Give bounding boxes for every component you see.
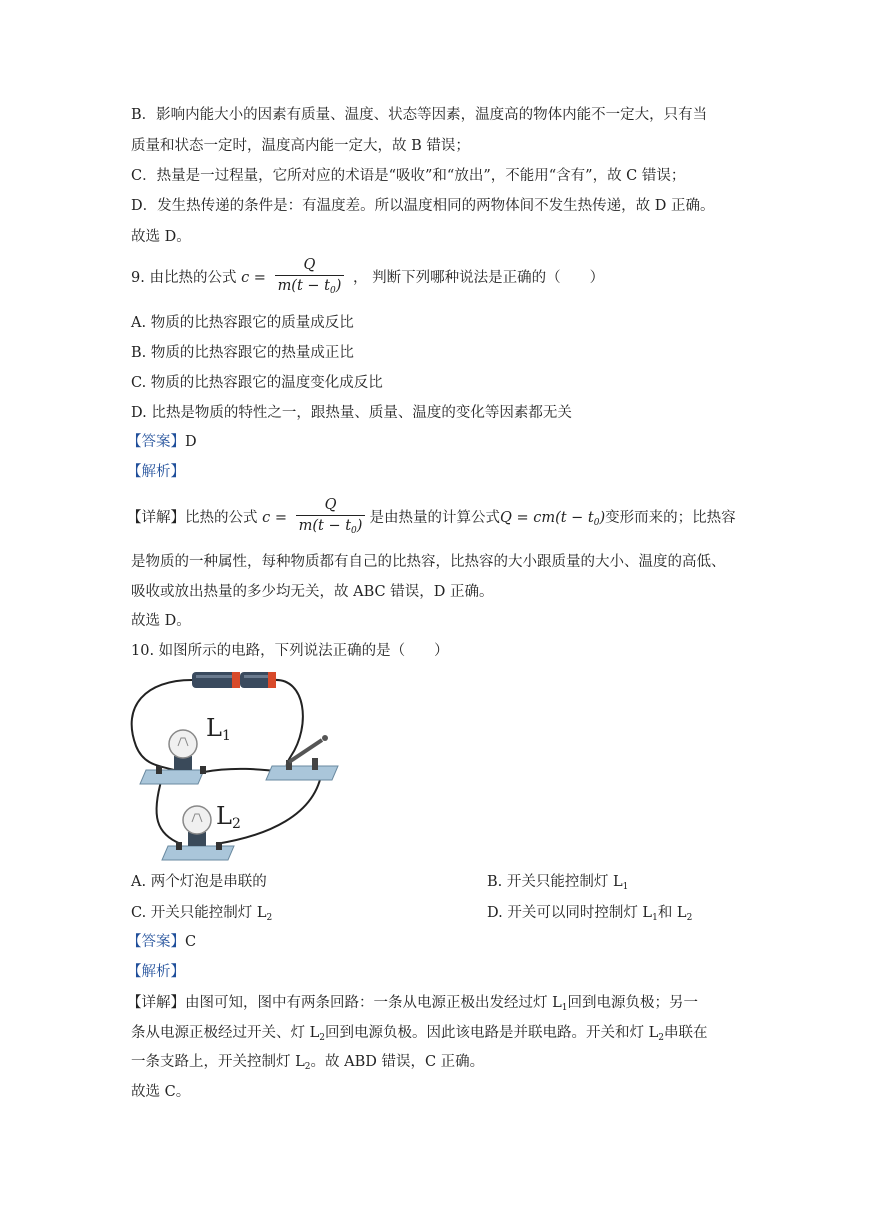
q9-detail-numerator: Q [296,495,366,516]
q9-detail-post: 变形而来的；比热容 [605,510,736,526]
q10-detail-2b: 回到电源负极。因此该电路是并联电路。开关和灯 L [324,1025,659,1041]
switch-icon [266,735,338,780]
q9-detail-tag: 【详解】 [127,510,185,526]
q8-conclusion: 故选 D。 [131,229,191,245]
q10-option-d-text: D. 开关可以同时控制灯 L [487,905,653,921]
bulb1-icon [140,730,206,784]
q9-detail-den-main: m(t − t [298,518,352,534]
label-l2 [216,802,241,832]
q9-option-d: D. 比热是物质的特性之一，跟热量、质量、温度的变化等因素都无关 [131,405,572,421]
q9-detail-line2: 是物质的一种属性，每种物质都有自己的比热容，比热容的大小跟质量的大小、温度的高低、 [131,554,726,570]
q9-den-tail: ) [335,278,342,294]
q8-option-b-line1: B．影响内能大小的因素有质量、温度、状态等因素，温度高的物体内能不一定大，只有当 [131,107,708,123]
label-l1-sub: 1 [221,728,231,744]
q9-detail-formula2-main: Q = cm(t − t [499,510,594,526]
q9-detail-line1 [127,495,736,541]
q9-option-c: C. 物质的比热容跟它的温度变化成反比 [131,375,383,391]
q10-answer-tag: 【答案】 [127,934,185,950]
q9-detail-pre: 比热的公式 [185,510,258,526]
q9-answer [127,432,197,452]
q9-formula-lhs: c = [241,270,266,286]
q9-conclusion: 故选 D。 [131,613,191,629]
q10-detail-1a: 由图可知，图中有两条回路：一条从电源正极出发经过灯 L [185,995,562,1011]
q9-option-a: A. 物质的比热容跟它的质量成反比 [131,315,354,331]
wire-bulb1-to-bulb2 [156,778,181,844]
q10-option-c-sub: 2 [266,913,273,923]
q9-detail-denominator [296,516,366,541]
q10-option-d-sub1: 1 [652,913,658,923]
q9-analysis-label: 【解析】 [127,464,185,480]
q10-answer-value: C [185,934,197,950]
q10-option-c [131,903,272,928]
q9-detail-line3: 吸收或放出热量的多少均无关，故 ABC 错误，D 正确。 [131,584,494,600]
label-l2-main: L [216,802,232,830]
q9-den-sub: 0 [330,286,336,296]
q10-detail-line1 [127,993,698,1018]
q10-stem: 10. 如图所示的电路，下列说法正确的是（ ） [131,643,449,659]
q10-option-c-text: C. 开关只能控制灯 L [131,905,267,921]
circuit-figure [126,666,344,866]
q10-analysis-tag [127,962,185,982]
q8-option-d: D．发生热传递的条件是：有温度差。所以温度相同的两物体间不发生热传递，故 D 正确。 [131,198,715,214]
q10-detail-1b: 回到电源负极；另一 [567,995,698,1011]
label-l1-main: L [206,714,222,742]
q9-analysis-tag [127,462,185,482]
q9-detail-den-tail: ) [356,518,363,534]
q8-option-b-line2: 质量和状态一定时，温度高内能一定大，故 B 错误； [131,138,470,154]
q10-detail-line2 [131,1023,707,1048]
q10-option-b-sub: 1 [622,882,629,892]
q9-detail-formula-lhs: c = [262,510,287,526]
label-l1 [206,714,231,744]
q10-conclusion: 故选 C。 [131,1084,191,1100]
q9-suffix: ， 判断下列哪种说法是正确的（ ） [353,270,605,286]
q10-option-b [487,872,628,897]
q10-option-d-mid: 和 L [657,905,687,921]
q10-detail-3a: 一条支路上，开关控制灯 L [131,1054,305,1070]
q10-detail-1a-sub: 1 [561,1003,568,1013]
battery-icon [192,672,276,688]
q9-formula-numerator: Q [275,255,345,276]
q10-option-b-text: B. 开关只能控制灯 L [487,874,623,890]
q10-option-d [487,903,692,928]
q10-detail-2c: 串联在 [663,1025,708,1041]
q10-detail-2b-sub: 2 [658,1033,664,1043]
q9-answer-tag: 【答案】 [127,434,185,450]
q10-detail-2a-sub: 2 [319,1033,325,1043]
q9-formula-fraction [275,255,345,301]
q9-detail-fraction [296,495,366,541]
q10-option-a: A. 两个灯泡是串联的 [131,874,267,890]
q9-detail-formula2-sub: 0 [593,518,600,528]
q10-detail-3b: 。故 ABD 错误，C 正确。 [310,1054,485,1070]
q10-detail-tag: 【详解】 [127,995,185,1011]
q8-option-c: C．热量是一过程量，它所对应的术语是“吸收”和“放出”，不能用“含有”，故 C 错误； [131,168,686,184]
q9-option-b: B. 物质的比热容跟它的热量成正比 [131,345,354,361]
q10-detail-line3 [131,1052,484,1077]
q10-analysis-label: 【解析】 [127,964,185,980]
q9-formula-denominator [275,276,345,301]
q9-detail-mid: 是由热量的计算公式 [369,510,500,526]
q9-prefix: 9. 由比热的公式 [131,270,237,286]
q9-detail-formula2-tail: ) [599,510,606,526]
q9-detail-formula2 [500,510,605,526]
q10-detail-2a: 条从电源正极经过开关、灯 L [131,1025,320,1041]
label-l2-sub: 2 [231,816,241,832]
q9-answer-value: D [185,434,197,450]
q9-detail-den-sub: 0 [351,526,357,536]
q10-answer [127,932,196,952]
q10-option-d-sub2: 2 [686,913,693,923]
q9-stem [131,255,604,301]
q9-den-main: m(t − t [277,278,330,294]
q10-detail-3a-sub: 2 [304,1062,311,1072]
